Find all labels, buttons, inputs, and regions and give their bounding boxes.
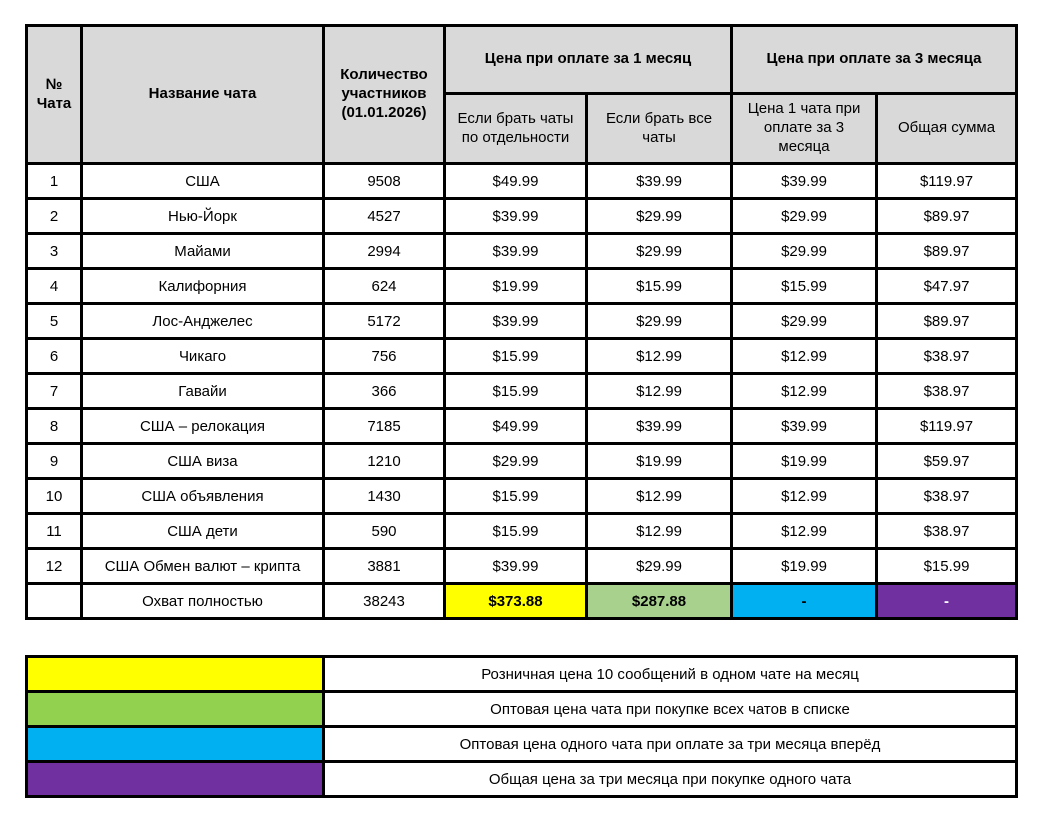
table-row: [27, 234, 1017, 269]
legend-swatch-yellow: [27, 657, 324, 692]
chat-name-cell: США виза: [82, 444, 324, 479]
price-chat-3m-cell: $39.99: [732, 409, 877, 444]
chat-name-cell: Майами: [82, 234, 324, 269]
price-all-cell: $12.99: [587, 479, 732, 514]
chat-number-cell: 11: [27, 514, 82, 549]
chat-number-cell: 4: [27, 269, 82, 304]
price-individual-cell: $19.99: [445, 269, 587, 304]
members-cell: 1210: [324, 444, 445, 479]
price-individual-cell: $39.99: [445, 304, 587, 339]
legend-row: [27, 692, 1017, 727]
price-chat-3m-cell: $12.99: [732, 479, 877, 514]
members-cell: 756: [324, 339, 445, 374]
chat-name-cell: Лос-Анджелес: [82, 304, 324, 339]
chat-number-cell: 3: [27, 234, 82, 269]
chat-number-cell: 6: [27, 339, 82, 374]
price-individual-cell: $49.99: [445, 409, 587, 444]
price-all-cell: $12.99: [587, 514, 732, 549]
total-3m-cell: $119.97: [877, 164, 1017, 199]
header-row-groups: [27, 26, 1017, 94]
column-header-chat-name: Название чата: [82, 26, 324, 164]
summary-members-cell: 38243: [324, 584, 445, 619]
chat-name-cell: Калифорния: [82, 269, 324, 304]
total-3m-cell: $89.97: [877, 199, 1017, 234]
price-chat-3m-cell: $12.99: [732, 339, 877, 374]
chat-name-cell: США объявления: [82, 479, 324, 514]
table-row: [27, 304, 1017, 339]
legend-swatch-blue: [27, 727, 324, 762]
price-chat-3m-cell: $19.99: [732, 549, 877, 584]
chat-name-cell: Нью-Йорк: [82, 199, 324, 234]
group-header-1-month: Цена при оплате за 1 месяц: [445, 26, 732, 94]
total-3m-cell: $38.97: [877, 339, 1017, 374]
price-individual-cell: $15.99: [445, 514, 587, 549]
total-3m-cell: $59.97: [877, 444, 1017, 479]
price-all-cell: $29.99: [587, 199, 732, 234]
price-chat-3m-cell: $29.99: [732, 234, 877, 269]
price-all-cell: $19.99: [587, 444, 732, 479]
table-row: [27, 374, 1017, 409]
price-all-cell: $29.99: [587, 234, 732, 269]
price-individual-cell: $49.99: [445, 164, 587, 199]
members-cell: 590: [324, 514, 445, 549]
summary-price-individual-cell: $373.88: [445, 584, 587, 619]
chat-name-cell: Чикаго: [82, 339, 324, 374]
price-chat-3m-cell: $15.99: [732, 269, 877, 304]
price-individual-cell: $39.99: [445, 199, 587, 234]
price-all-cell: $39.99: [587, 164, 732, 199]
chat-number-cell: 8: [27, 409, 82, 444]
members-cell: 7185: [324, 409, 445, 444]
chat-name-cell: США Обмен валют – крипта: [82, 549, 324, 584]
subcolumn-header-all-chats: Если брать все чаты: [587, 94, 732, 164]
summary-label-cell: Охват полностью: [82, 584, 324, 619]
members-cell: 9508: [324, 164, 445, 199]
price-individual-cell: $15.99: [445, 479, 587, 514]
price-chat-3m-cell: $12.99: [732, 374, 877, 409]
chat-number-cell: 2: [27, 199, 82, 234]
empty-cell: [27, 584, 82, 619]
legend-table: [25, 655, 1018, 798]
chat-number-cell: 7: [27, 374, 82, 409]
members-cell: 2994: [324, 234, 445, 269]
table-row: [27, 444, 1017, 479]
members-cell: 366: [324, 374, 445, 409]
table-row: [27, 199, 1017, 234]
subcolumn-header-total-sum: Общая сумма: [877, 94, 1017, 164]
legend-label: Общая цена за три месяца при покупке одного чата: [324, 762, 1017, 797]
summary-price-chat-3m-cell: -: [732, 584, 877, 619]
total-3m-cell: $47.97: [877, 269, 1017, 304]
legend-row: [27, 657, 1017, 692]
price-individual-cell: $39.99: [445, 549, 587, 584]
members-cell: 5172: [324, 304, 445, 339]
chat-name-cell: Гавайи: [82, 374, 324, 409]
price-all-cell: $12.99: [587, 374, 732, 409]
table-row: [27, 409, 1017, 444]
chat-name-cell: США: [82, 164, 324, 199]
legend-label: Оптовая цена чата при покупке всех чатов в списке: [324, 692, 1017, 727]
total-3m-cell: $38.97: [877, 514, 1017, 549]
legend-row: [27, 762, 1017, 797]
members-cell: 624: [324, 269, 445, 304]
chat-number-cell: 5: [27, 304, 82, 339]
table-row: [27, 269, 1017, 304]
table-row: [27, 549, 1017, 584]
total-3m-cell: $89.97: [877, 304, 1017, 339]
column-header-members: Количество участников (01.01.2026): [324, 26, 445, 164]
members-cell: 3881: [324, 549, 445, 584]
price-all-cell: $39.99: [587, 409, 732, 444]
column-header-chat-number: № Чата: [27, 26, 82, 164]
table-row: [27, 514, 1017, 549]
summary-total-3m-cell: -: [877, 584, 1017, 619]
table-row: [27, 339, 1017, 374]
price-all-cell: $15.99: [587, 269, 732, 304]
chat-name-cell: США – релокация: [82, 409, 324, 444]
price-individual-cell: $29.99: [445, 444, 587, 479]
group-header-3-months: Цена при оплате за 3 месяца: [732, 26, 1017, 94]
table-row: [27, 479, 1017, 514]
legend-row: [27, 727, 1017, 762]
chat-name-cell: США дети: [82, 514, 324, 549]
price-individual-cell: $39.99: [445, 234, 587, 269]
legend-label: Оптовая цена одного чата при оплате за три месяца вперёд: [324, 727, 1017, 762]
chat-number-cell: 10: [27, 479, 82, 514]
members-cell: 4527: [324, 199, 445, 234]
price-chat-3m-cell: $12.99: [732, 514, 877, 549]
price-chat-3m-cell: $19.99: [732, 444, 877, 479]
members-cell: 1430: [324, 479, 445, 514]
subcolumn-header-per-chat-3m: Цена 1 чата при оплате за 3 месяца: [732, 94, 877, 164]
table-row: [27, 164, 1017, 199]
price-all-cell: $29.99: [587, 304, 732, 339]
price-chat-3m-cell: $29.99: [732, 199, 877, 234]
legend-swatch-green: [27, 692, 324, 727]
price-individual-cell: $15.99: [445, 374, 587, 409]
total-3m-cell: $89.97: [877, 234, 1017, 269]
summary-row: [27, 584, 1017, 619]
legend-swatch-purple: [27, 762, 324, 797]
price-chat-3m-cell: $29.99: [732, 304, 877, 339]
total-3m-cell: $119.97: [877, 409, 1017, 444]
legend-label: Розничная цена 10 сообщений в одном чате на месяц: [324, 657, 1017, 692]
price-all-cell: $29.99: [587, 549, 732, 584]
chat-number-cell: 9: [27, 444, 82, 479]
total-3m-cell: $38.97: [877, 374, 1017, 409]
price-chat-3m-cell: $39.99: [732, 164, 877, 199]
price-all-cell: $12.99: [587, 339, 732, 374]
chat-number-cell: 12: [27, 549, 82, 584]
chat-number-cell: 1: [27, 164, 82, 199]
price-individual-cell: $15.99: [445, 339, 587, 374]
summary-price-all-cell: $287.88: [587, 584, 732, 619]
total-3m-cell: $38.97: [877, 479, 1017, 514]
subcolumn-header-individual: Если брать чаты по отдельности: [445, 94, 587, 164]
total-3m-cell: $15.99: [877, 549, 1017, 584]
pricing-table: [25, 24, 1018, 620]
